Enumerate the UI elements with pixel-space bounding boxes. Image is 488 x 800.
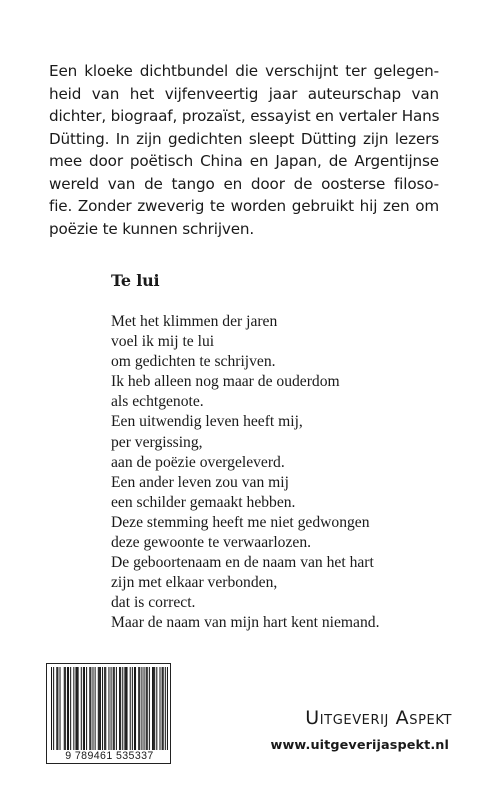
barcode-bar — [60, 667, 61, 751]
barcode-bar — [90, 667, 91, 751]
barcode-bar — [120, 667, 121, 751]
poem-line: een schilder gemaakt hebben. — [111, 493, 296, 511]
publisher-url: www.uitgeverijaspekt.nl — [270, 738, 449, 753]
barcode-bar — [68, 667, 69, 751]
poem-line: Een ander leven zou van mij — [111, 473, 289, 491]
barcode-bar — [153, 667, 154, 751]
poem-line: Ik heb alleen nog maar de ouderdom — [111, 373, 340, 391]
barcode-bar — [152, 667, 153, 751]
poem-line: Deze stemming heeft me niet gedwongen — [111, 513, 370, 531]
barcode-bar — [139, 667, 140, 751]
barcode-bar — [75, 667, 76, 751]
barcode-bar — [86, 667, 87, 751]
blurb-line: wereld van de tango en door de oosterse filoso- — [49, 174, 439, 193]
poem-line: zijn met elkaar verbonden, — [111, 574, 278, 592]
blurb-line: poëzie te kunnen schrijven. — [49, 219, 255, 238]
barcode-bar — [64, 667, 65, 751]
barcode-bar — [83, 667, 84, 751]
barcode-bar — [116, 667, 117, 751]
barcode-bar — [108, 667, 109, 751]
barcode-bar — [114, 667, 115, 751]
barcode-bars — [51, 667, 168, 751]
barcode-bar — [135, 667, 136, 751]
barcode-bar — [92, 667, 93, 751]
barcode-bar — [132, 667, 133, 751]
poem-line: Met het klimmen der jaren — [111, 313, 278, 330]
barcode-bar — [154, 667, 155, 751]
barcode-bar — [147, 667, 148, 751]
poem-line: Een uitwendig leven heeft mij, — [111, 413, 303, 431]
poem-line: per vergissing, — [111, 433, 203, 451]
publisher-name: Uitgeverij Aspekt — [305, 707, 452, 729]
blurb-line: heid van het vijfenveertig jaar auteurschap van — [49, 84, 439, 103]
barcode-bar — [84, 667, 85, 751]
barcode-bar — [73, 667, 74, 751]
barcode-bar — [99, 667, 100, 751]
barcode-bar — [56, 667, 57, 751]
blurb-line: dichter, biograaf, prozaïst, essayist en vertaler Hans — [49, 107, 440, 125]
barcode-bar — [134, 667, 135, 751]
barcode-bar — [165, 667, 166, 751]
blurb-line: Dütting. In zijn gedichten sleept Dütting zijn lezers — [49, 129, 439, 148]
barcode-bar — [146, 667, 147, 751]
poem-body — [111, 312, 451, 634]
poem-line: Maar de naam van mijn hart kent niemand. — [111, 614, 380, 632]
poem-line: deze gewoonte te verwaarlozen. — [111, 534, 312, 552]
barcode-bar — [167, 667, 168, 751]
blurb-text — [49, 60, 439, 240]
poem-line: aan de poëzie overgeleverd. — [111, 453, 285, 471]
barcode-bar — [124, 667, 125, 751]
poem-line: De geboortenaam en de naam van het hart — [111, 554, 374, 572]
barcode-bar — [113, 667, 114, 751]
barcode-bar — [53, 667, 54, 751]
barcode-bar — [67, 667, 68, 751]
barcode-bar — [111, 667, 112, 751]
poem-line: als echtgenote. — [111, 393, 204, 411]
isbn-barcode — [46, 663, 171, 764]
barcode-bar — [144, 667, 145, 751]
barcode-bar — [77, 667, 78, 751]
barcode-bar — [100, 667, 101, 751]
barcode-bar — [159, 667, 160, 751]
barcode-bar — [89, 667, 90, 751]
barcode-bar — [95, 667, 96, 751]
barcode-bar — [163, 667, 164, 751]
barcode-bar — [127, 667, 128, 751]
barcode-bar — [119, 667, 120, 751]
barcode-bar — [149, 667, 150, 751]
barcode-bar — [102, 667, 103, 751]
blurb-line: Een kloeke dichtbundel die verschijnt ter gelegen- — [49, 62, 439, 80]
poem-line: dat is correct. — [111, 594, 196, 612]
barcode-bar — [104, 667, 105, 751]
barcode-bar — [138, 667, 139, 751]
poem-line: voel ik mij te lui — [111, 333, 215, 351]
blurb-line: fie. Zonder zweverig te worden gebruikt hij zen om — [49, 197, 439, 215]
barcode-bar — [141, 667, 142, 751]
barcode-bar — [162, 667, 163, 751]
barcode-bar — [156, 667, 157, 751]
barcode-bar — [70, 667, 71, 751]
barcode-bar — [105, 667, 106, 751]
blurb-line: mee door poëtisch China en Japan, de Argentijnse — [49, 152, 439, 170]
barcode-bar — [125, 667, 126, 751]
barcode-bar — [122, 667, 123, 751]
barcode-bar — [130, 667, 131, 751]
barcode-bar — [51, 667, 52, 751]
barcode-bar — [98, 667, 99, 751]
poem-line: om gedichten te schrijven. — [111, 353, 276, 371]
barcode-bar — [65, 667, 66, 751]
barcode-bar — [57, 667, 58, 751]
isbn-digits: 9 789461 535337 — [49, 750, 170, 762]
barcode-bar — [81, 667, 82, 751]
poem-title: Te lui — [111, 271, 160, 290]
barcode-bar — [78, 667, 79, 751]
